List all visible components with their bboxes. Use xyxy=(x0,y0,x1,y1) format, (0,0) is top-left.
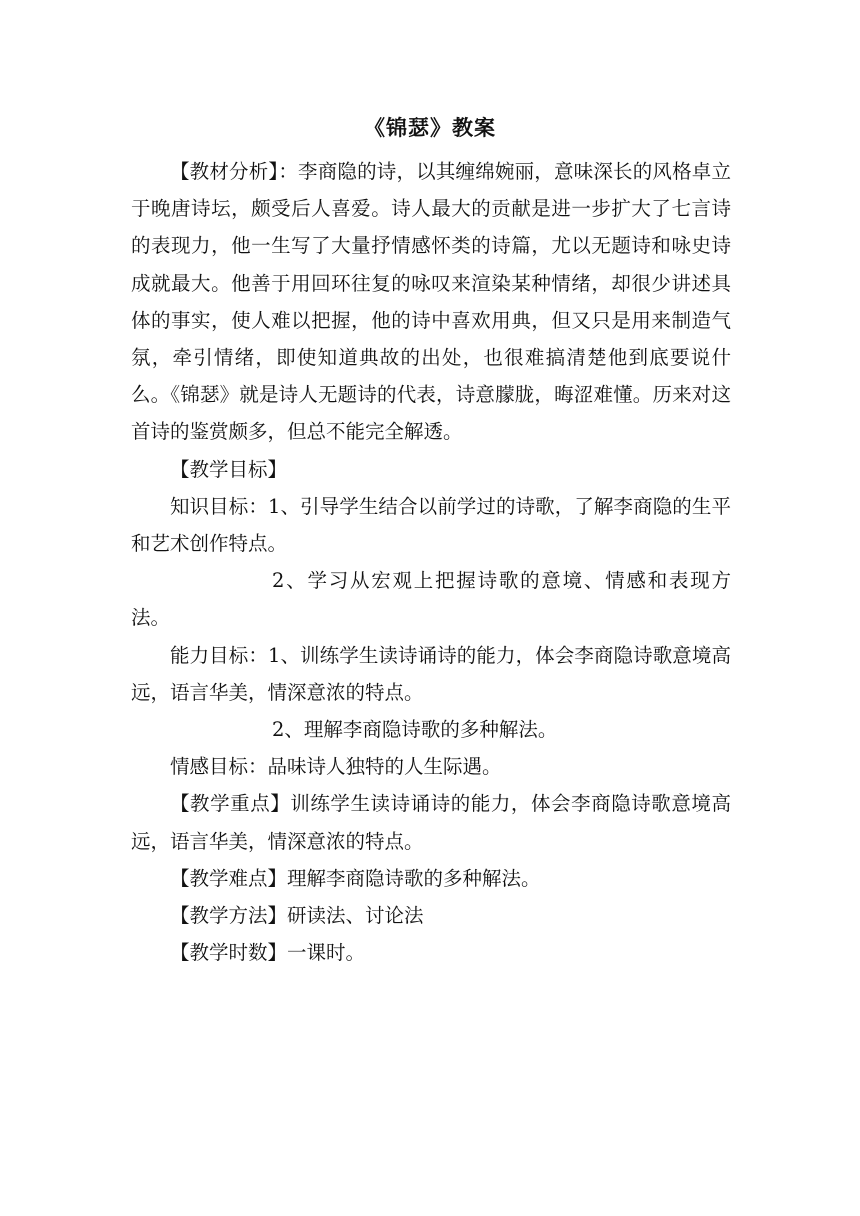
paragraph-emotion-objective xyxy=(131,748,731,785)
paragraph-ability-objective-2 xyxy=(131,711,731,748)
section-heading: 【教学目标】 xyxy=(170,457,288,481)
paragraph-text: 2、理解李商隐诗歌的多种解法。 xyxy=(272,718,558,742)
paragraph-ability-objective-1 xyxy=(131,637,731,711)
paragraph-text: 情感目标：品味诗人独特的人生际遇。 xyxy=(170,755,502,779)
paragraph-textbook-analysis xyxy=(131,153,731,451)
paragraph-teaching-hours xyxy=(131,934,731,971)
document-body xyxy=(131,153,731,971)
paragraph-teaching-method xyxy=(131,897,731,934)
paragraph-text: ：李商隐的诗，以其缠绵婉丽，意味深长的风格卓立于晚唐诗坛，颇受后人喜爱。诗人最大的贡献是进一步扩大了七言诗的表现力，他一生写了大量抒情感怀类的诗篇，尤以无题诗和咏史诗成就最大。他善于用回环往复的咏叹来渲染某种情绪，却很少讲述具体的事实，使人难以把握，他的诗中喜欢用典，但又只是用来制造气氛，牵引情绪，即使知道典故的出处，也很难搞清楚他到底要说什么。《锦瑟》就是诗人无题诗的代表，诗意朦胧，晦涩难懂。历来对这首诗的鉴赏颇多，但总不能完全解透。 xyxy=(131,160,731,444)
paragraph-text: 一课时。 xyxy=(287,941,366,965)
document-title: 《锦瑟》教案 xyxy=(364,115,496,140)
paragraph-text: 知识目标：1、引导学生结合以前学过的诗歌，了解李商隐的生平和艺术创作特点。 xyxy=(131,494,731,556)
paragraph-text: 能力目标：1、训练学生读诗诵诗的能力，体会李商隐诗歌意境高远，语言华美，情深意浓的特点。 xyxy=(131,643,731,704)
paragraph-teaching-focus xyxy=(131,785,731,859)
paragraph-text: 理解李商隐诗歌的多种解法。 xyxy=(287,866,541,890)
paragraph-text: 研读法、讨论法 xyxy=(287,904,424,928)
paragraph-knowledge-objective-1 xyxy=(131,488,731,562)
section-heading: 【教学方法】 xyxy=(170,904,288,928)
paragraph-teaching-difficulty xyxy=(131,860,731,897)
section-heading: 【教学时数】 xyxy=(170,941,288,965)
paragraph-text: 训练学生读诗诵诗的能力，体会李商隐诗歌意境高远，语言华美，情深意浓的特点。 xyxy=(131,792,731,853)
section-heading: 【教学重点】 xyxy=(170,792,291,816)
section-heading: 【教材分析】 xyxy=(170,160,279,183)
paragraph-knowledge-objective-2 xyxy=(131,562,731,636)
paragraph-text: 2、学习从宏观上把握诗歌的意境、情感和表现方法。 xyxy=(131,569,731,630)
section-heading: 【教学难点】 xyxy=(170,866,288,890)
paragraph-teaching-objectives xyxy=(131,451,731,488)
